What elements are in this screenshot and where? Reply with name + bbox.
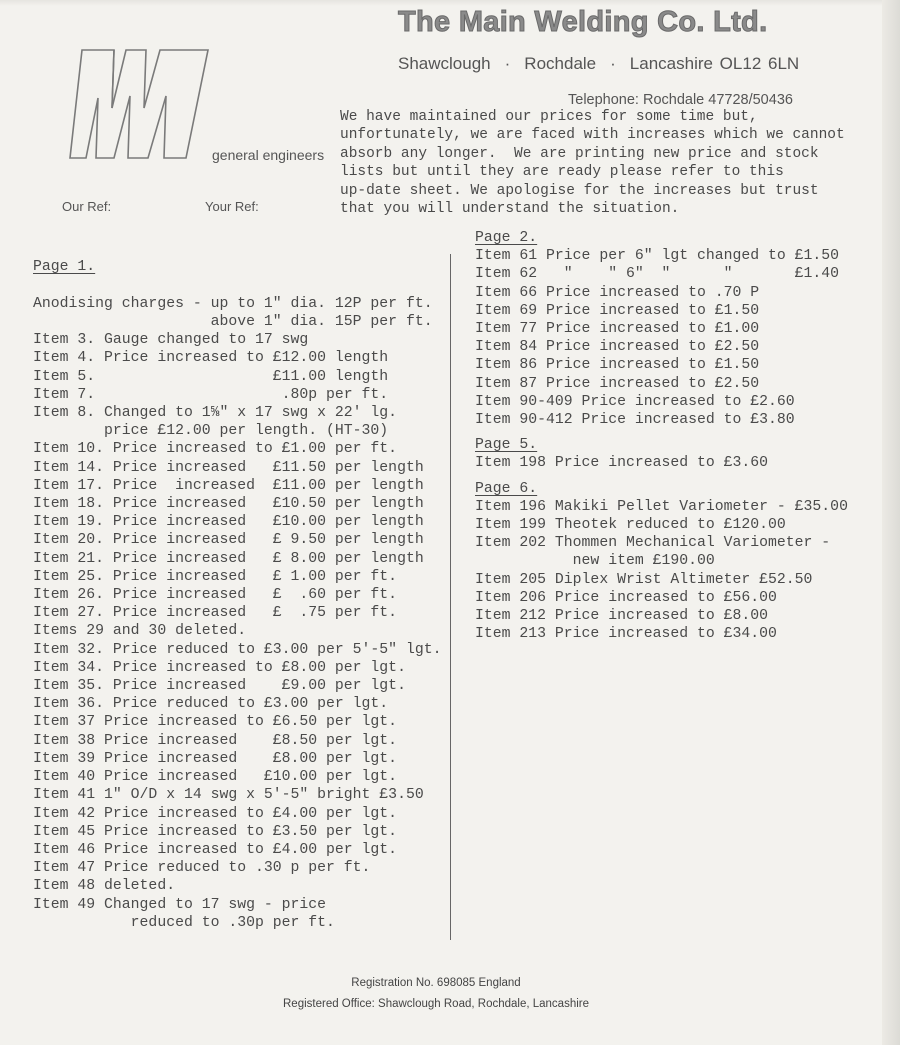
registration-number: Registration No. 698085 England — [351, 977, 521, 989]
price-line: Item 34. Price increased to £8.00 per lgt. — [33, 659, 406, 676]
price-line: Item 10. Price increased to £1.00 per ft. — [33, 441, 398, 458]
price-line: Item 49 Changed to 17 swg - price — [33, 896, 327, 913]
price-line: Item 202 Thommen Mechanical Variometer - — [475, 535, 831, 552]
price-line: Item 87 Price increased to £2.50 — [475, 375, 760, 392]
price-line: Item 35. Price increased £9.00 per lgt. — [33, 678, 406, 695]
price-line: Item 17. Price increased £11.00 per length — [33, 477, 424, 494]
intro-paragraph — [340, 108, 885, 218]
price-line: Items 29 and 30 deleted. — [33, 623, 247, 640]
price-line: Item 42 Price increased to £4.00 per lgt. — [33, 805, 398, 822]
price-line: Item 7. .80p per ft. — [33, 386, 389, 403]
price-line: Item 62 " " 6" " " £1.40 — [475, 266, 840, 283]
price-line: Item 77 Price increased to £1.00 — [475, 321, 760, 338]
price-line: Item 36. Price reduced to £3.00 per lgt. — [33, 696, 389, 713]
price-line: Item 4. Price increased to £12.00 length — [33, 350, 389, 367]
price-line: Item 90-412 Price increased to £3.80 — [475, 412, 795, 429]
price-line: reduced to .30p per ft. — [33, 914, 335, 931]
price-line: Item 206 Price increased to £56.00 — [475, 589, 777, 606]
company-name: The Main Welding Co. Ltd. — [398, 6, 768, 38]
intro-line: up-date sheet. We apologise for the increases but trust — [340, 182, 819, 199]
price-line: Item 45 Price increased to £3.50 per lgt. — [33, 823, 398, 840]
address-separator: · — [610, 54, 616, 73]
price-line: Item 212 Price increased to £8.00 — [475, 608, 769, 625]
column-divider — [450, 254, 451, 940]
price-line: above 1" dia. 15P per ft. — [33, 314, 433, 331]
price-line: Item 26. Price increased £ .60 per ft. — [33, 587, 398, 604]
price-changes-left-column — [33, 222, 441, 932]
address-town: Rochdale — [524, 54, 597, 73]
price-line: Item 205 Diplex Wrist Altimeter £52.50 — [475, 571, 813, 588]
price-line: Item 37 Price increased to £6.50 per lgt. — [33, 714, 398, 731]
address-separator: · — [504, 54, 511, 73]
price-line: Item 199 Theotek reduced to £120.00 — [475, 517, 786, 534]
price-line: Item 46 Price increased to £4.00 per lgt. — [33, 841, 398, 858]
our-ref-label: Our Ref: — [62, 199, 112, 214]
intro-line: lists but until they are ready please refer to this — [340, 164, 784, 181]
price-changes-right-column — [475, 229, 848, 643]
price-line: Item 20. Price increased £ 9.50 per length — [33, 532, 424, 549]
price-line: Item 198 Price increased to £3.60 — [475, 455, 769, 472]
intro-line: We have maintained our prices for some time but, — [340, 109, 758, 125]
price-line: Item 48 deleted. — [33, 878, 176, 895]
price-line: Item 3. Gauge changed to 17 swg — [33, 332, 309, 349]
price-line: price £12.00 per length. (HT-30) — [33, 423, 389, 440]
address-locality: Shawclough — [398, 54, 491, 73]
company-address — [398, 54, 799, 74]
intro-line: absorb any longer. We are printing new price and stock — [340, 145, 819, 162]
price-line: Item 18. Price increased £10.50 per length — [33, 496, 424, 513]
price-line: Item 5. £11.00 length — [33, 368, 389, 385]
section-gap — [475, 429, 848, 436]
price-line: Item 38 Price increased £8.50 per lgt. — [33, 732, 398, 749]
tagline: general engineers — [212, 147, 325, 163]
price-line: Item 66 Price increased to .70 P — [475, 284, 760, 301]
price-line: Item 14. Price increased £11.50 per length — [33, 459, 424, 476]
price-line: Item 90-409 Price increased to £2.60 — [475, 393, 795, 410]
price-line: Item 196 Makiki Pellet Variometer - £35.00 — [475, 498, 848, 515]
intro-line: that you will understand the situation. — [340, 201, 680, 218]
price-line: Item 21. Price increased £ 8.00 per length — [33, 550, 424, 567]
address-county: Lancashire OL12 6LN — [629, 54, 800, 73]
price-line: Item 27. Price increased £ .75 per ft. — [33, 605, 398, 622]
price-line: Item 86 Price increased to £1.50 — [475, 357, 760, 374]
price-line: Item 41 1" O/D x 14 swg x 5'-5" bright £3.50 — [33, 787, 424, 804]
price-line: new item £190.00 — [475, 553, 715, 570]
price-line: Item 84 Price increased to £2.50 — [475, 339, 760, 356]
section-heading: Page 1. — [33, 259, 96, 276]
price-line: Item 32. Price reduced to £3.00 per 5'-5" lgt. — [33, 641, 442, 658]
price-line: Anodising charges - up to 1" dia. 12P per ft. — [33, 295, 433, 312]
section-heading: Page 2. — [475, 230, 538, 246]
intro-line: unfortunately, we are faced with increases which we cannot — [340, 127, 845, 144]
price-line: Item 19. Price increased £10.00 per length — [33, 514, 424, 531]
price-line: Item 61 Price per 6" lgt changed to £1.50 — [475, 248, 840, 265]
section-heading: Page 5. — [475, 437, 538, 454]
price-line: Item 213 Price increased to £34.00 — [475, 626, 777, 643]
price-line: Item 47 Price reduced to .30 p per ft. — [33, 860, 371, 877]
price-line: Item 39 Price increased £8.00 per lgt. — [33, 750, 398, 767]
telephone: Telephone: Rochdale 47728/50436 — [568, 92, 793, 108]
price-line: Item 69 Price increased to £1.50 — [475, 302, 760, 319]
price-line: Item 40 Price increased £10.00 per lgt. — [33, 769, 398, 786]
mw-logo-icon — [68, 48, 212, 160]
registered-office: Registered Office: Shawclough Road, Rochdale, Lancashire — [283, 998, 589, 1010]
your-ref-label: Your Ref: — [205, 199, 259, 214]
section-gap — [475, 473, 848, 480]
price-line: Item 25. Price increased £ 1.00 per ft. — [33, 568, 398, 585]
price-line: Item 8. Changed to 1⅝" x 17 swg x 22' lg. — [33, 405, 398, 422]
section-heading: Page 6. — [475, 480, 538, 497]
